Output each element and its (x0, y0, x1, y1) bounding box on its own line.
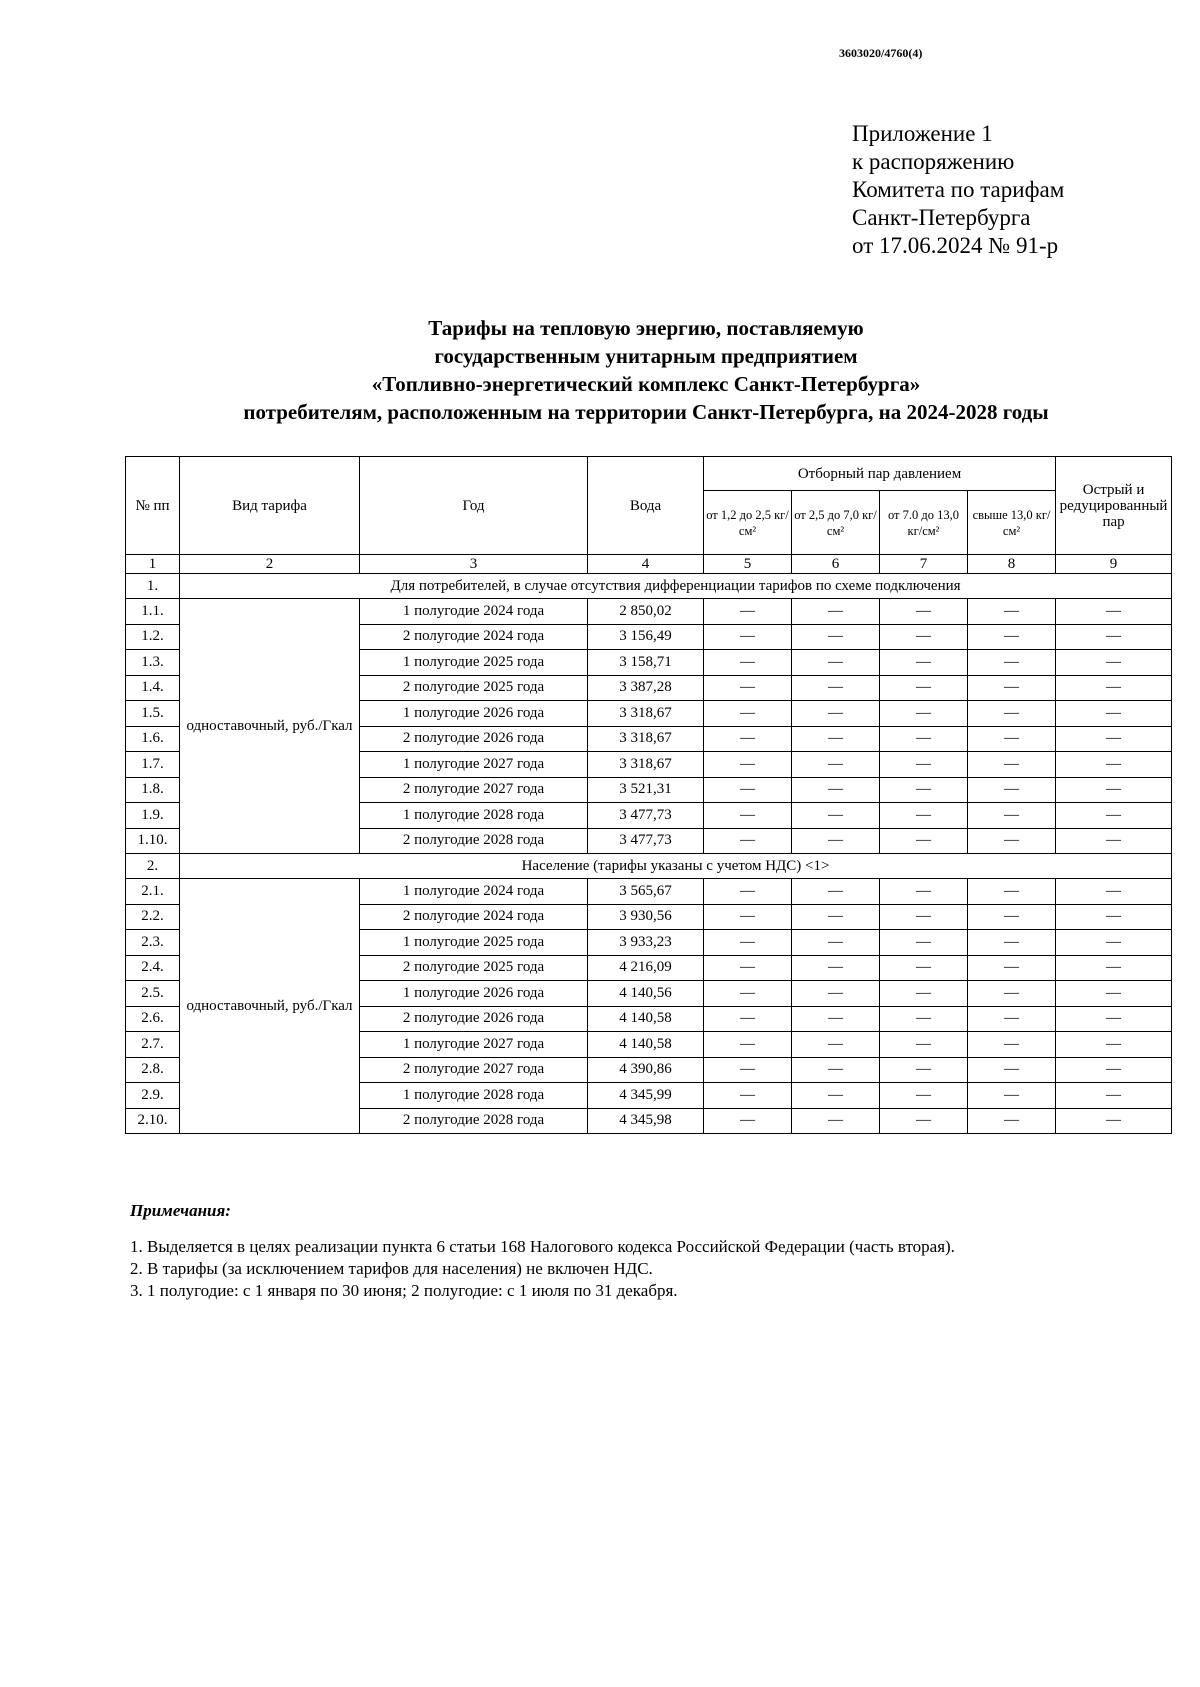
water-tariff-cell: 4 140,56 (588, 981, 704, 1007)
dash-cell: — (1056, 1032, 1172, 1058)
water-tariff-cell: 3 318,67 (588, 726, 704, 752)
dash-cell: — (792, 1057, 880, 1083)
appendix-line: к распоряжению (852, 149, 1015, 174)
dash-cell: — (1056, 904, 1172, 930)
dash-cell: — (704, 828, 792, 854)
document-title (120, 314, 1172, 426)
water-tariff-cell: 4 390,86 (588, 1057, 704, 1083)
dash-cell: — (880, 777, 968, 803)
section-number: 1. (126, 574, 180, 599)
dash-cell: — (1056, 879, 1172, 905)
dash-cell: — (704, 981, 792, 1007)
dash-cell: — (704, 879, 792, 905)
period-cell: 2 полугодие 2027 года (360, 1057, 588, 1083)
document-code: 3603020/4760(4) (839, 46, 923, 60)
dash-cell: — (792, 904, 880, 930)
dash-cell: — (880, 650, 968, 676)
row-number: 2.9. (126, 1083, 180, 1109)
water-tariff-cell: 3 565,67 (588, 879, 704, 905)
water-tariff-cell: 3 933,23 (588, 930, 704, 956)
dash-cell: — (880, 955, 968, 981)
header-sharp-steam: Острый и редуцированный пар (1056, 457, 1172, 555)
dash-cell: — (1056, 828, 1172, 854)
dash-cell: — (792, 650, 880, 676)
dash-cell: — (968, 624, 1056, 650)
table-row (126, 879, 1172, 905)
water-tariff-cell: 4 345,99 (588, 1083, 704, 1109)
dash-cell: — (968, 1083, 1056, 1109)
header-water: Вода (588, 457, 704, 555)
dash-cell: — (968, 1032, 1056, 1058)
header-steam-group: Отборный пар давлением (704, 457, 1056, 491)
period-cell: 1 полугодие 2026 года (360, 701, 588, 727)
dash-cell: — (880, 726, 968, 752)
row-number: 2.5. (126, 981, 180, 1007)
section-title: Население (тарифы указаны с учетом НДС) <1> (180, 854, 1172, 879)
dash-cell: — (792, 1108, 880, 1134)
water-tariff-cell: 3 387,28 (588, 675, 704, 701)
note-item: 3. 1 полугодие: с 1 января по 30 июня; 2 полугодие: с 1 июля по 31 декабря. (130, 1281, 678, 1300)
row-number: 2.2. (126, 904, 180, 930)
period-cell: 2 полугодие 2024 года (360, 624, 588, 650)
title-line: Тарифы на тепловую энергию, поставляемую (428, 316, 864, 340)
water-tariff-cell: 4 140,58 (588, 1006, 704, 1032)
row-number: 2.8. (126, 1057, 180, 1083)
appendix-line: от 17.06.2024 № 91-р (852, 233, 1059, 258)
dash-cell: — (704, 955, 792, 981)
row-number: 1.9. (126, 803, 180, 829)
dash-cell: — (880, 1006, 968, 1032)
column-number: 2 (180, 555, 360, 574)
dash-cell: — (704, 726, 792, 752)
dash-cell: — (792, 828, 880, 854)
dash-cell: — (792, 599, 880, 625)
header-pressure-4: свыше 13,0 кг/см² (968, 491, 1056, 555)
dash-cell: — (792, 675, 880, 701)
column-numbers-row (126, 555, 1172, 574)
row-number: 2.4. (126, 955, 180, 981)
dash-cell: — (968, 1057, 1056, 1083)
water-tariff-cell: 3 477,73 (588, 803, 704, 829)
column-number: 4 (588, 555, 704, 574)
row-number: 1.8. (126, 777, 180, 803)
header-year: Год (360, 457, 588, 555)
column-number: 3 (360, 555, 588, 574)
header-pressure-1: от 1,2 до 2,5 кг/см² (704, 491, 792, 555)
title-line: государственным унитарным предприятием (434, 344, 858, 368)
dash-cell: — (704, 650, 792, 676)
row-number: 1.6. (126, 726, 180, 752)
dash-cell: — (704, 701, 792, 727)
dash-cell: — (880, 879, 968, 905)
dash-cell: — (1056, 650, 1172, 676)
dash-cell: — (704, 1108, 792, 1134)
dash-cell: — (792, 752, 880, 778)
title-line: потребителям, расположенным на территории Санкт-Петербурга, на 2024-2028 годы (243, 400, 1049, 424)
period-cell: 1 полугодие 2024 года (360, 879, 588, 905)
period-cell: 2 полугодие 2024 года (360, 904, 588, 930)
dash-cell: — (704, 904, 792, 930)
tariff-type-cell: одноставочный, руб./Гкал (180, 599, 360, 854)
water-tariff-cell: 3 521,31 (588, 777, 704, 803)
period-cell: 1 полугодие 2026 года (360, 981, 588, 1007)
table-row (126, 599, 1172, 625)
dash-cell: — (1056, 1083, 1172, 1109)
water-tariff-cell: 3 318,67 (588, 701, 704, 727)
dash-cell: — (704, 930, 792, 956)
period-cell: 1 полугодие 2027 года (360, 1032, 588, 1058)
dash-cell: — (792, 1006, 880, 1032)
notes-title: Примечания: (130, 1201, 231, 1220)
dash-cell: — (1056, 930, 1172, 956)
dash-cell: — (792, 803, 880, 829)
dash-cell: — (880, 981, 968, 1007)
row-number: 2.10. (126, 1108, 180, 1134)
dash-cell: — (968, 1006, 1056, 1032)
dash-cell: — (880, 803, 968, 829)
column-number: 8 (968, 555, 1056, 574)
dash-cell: — (968, 803, 1056, 829)
dash-cell: — (792, 1032, 880, 1058)
period-cell: 1 полугодие 2028 года (360, 803, 588, 829)
row-number: 1.3. (126, 650, 180, 676)
notes-block (130, 1200, 955, 1302)
dash-cell: — (704, 599, 792, 625)
note-item: 1. Выделяется в целях реализации пункта 6 статьи 168 Налогового кодекса Российской Федерации (часть вторая). (130, 1237, 955, 1256)
row-number: 1.1. (126, 599, 180, 625)
row-number: 2.7. (126, 1032, 180, 1058)
dash-cell: — (792, 701, 880, 727)
dash-cell: — (1056, 726, 1172, 752)
dash-cell: — (1056, 624, 1172, 650)
tariff-table (125, 456, 1172, 1134)
dash-cell: — (880, 1032, 968, 1058)
period-cell: 2 полугодие 2028 года (360, 828, 588, 854)
period-cell: 1 полугодие 2028 года (360, 1083, 588, 1109)
dash-cell: — (968, 828, 1056, 854)
water-tariff-cell: 3 156,49 (588, 624, 704, 650)
dash-cell: — (704, 624, 792, 650)
dash-cell: — (1056, 675, 1172, 701)
row-number: 1.7. (126, 752, 180, 778)
period-cell: 1 полугодие 2024 года (360, 599, 588, 625)
dash-cell: — (1056, 1006, 1172, 1032)
water-tariff-cell: 4 345,98 (588, 1108, 704, 1134)
dash-cell: — (792, 879, 880, 905)
dash-cell: — (880, 930, 968, 956)
row-number: 1.4. (126, 675, 180, 701)
row-number: 2.3. (126, 930, 180, 956)
title-line: «Топливно-энергетический комплекс Санкт-Петербурга» (371, 372, 921, 396)
header-num: № пп (126, 457, 180, 555)
water-tariff-cell: 3 930,56 (588, 904, 704, 930)
water-tariff-cell: 3 158,71 (588, 650, 704, 676)
header-tariff-type: Вид тарифа (180, 457, 360, 555)
dash-cell: — (968, 981, 1056, 1007)
dash-cell: — (704, 1032, 792, 1058)
section-row (126, 574, 1172, 599)
dash-cell: — (968, 955, 1056, 981)
dash-cell: — (880, 1083, 968, 1109)
dash-cell: — (968, 726, 1056, 752)
dash-cell: — (1056, 777, 1172, 803)
dash-cell: — (704, 777, 792, 803)
dash-cell: — (880, 1108, 968, 1134)
column-number: 5 (704, 555, 792, 574)
dash-cell: — (968, 904, 1056, 930)
dash-cell: — (1056, 752, 1172, 778)
water-tariff-cell: 3 318,67 (588, 752, 704, 778)
dash-cell: — (792, 726, 880, 752)
dash-cell: — (880, 828, 968, 854)
dash-cell: — (968, 599, 1056, 625)
column-number: 1 (126, 555, 180, 574)
dash-cell: — (1056, 955, 1172, 981)
dash-cell: — (1056, 599, 1172, 625)
period-cell: 2 полугодие 2026 года (360, 1006, 588, 1032)
water-tariff-cell: 3 477,73 (588, 828, 704, 854)
dash-cell: — (880, 1057, 968, 1083)
row-number: 1.10. (126, 828, 180, 854)
section-row (126, 854, 1172, 879)
dash-cell: — (968, 701, 1056, 727)
row-number: 1.2. (126, 624, 180, 650)
dash-cell: — (792, 624, 880, 650)
dash-cell: — (968, 777, 1056, 803)
dash-cell: — (792, 777, 880, 803)
column-number: 9 (1056, 555, 1172, 574)
dash-cell: — (792, 1083, 880, 1109)
dash-cell: — (880, 624, 968, 650)
dash-cell: — (968, 752, 1056, 778)
water-tariff-cell: 4 140,58 (588, 1032, 704, 1058)
water-tariff-cell: 2 850,02 (588, 599, 704, 625)
dash-cell: — (880, 701, 968, 727)
dash-cell: — (880, 675, 968, 701)
section-title: Для потребителей, в случае отсутствия дифференциации тарифов по схеме подключения (180, 574, 1172, 599)
dash-cell: — (1056, 981, 1172, 1007)
dash-cell: — (792, 955, 880, 981)
dash-cell: — (968, 930, 1056, 956)
appendix-line: Приложение 1 (852, 121, 993, 146)
dash-cell: — (880, 752, 968, 778)
period-cell: 1 полугодие 2027 года (360, 752, 588, 778)
appendix-line: Санкт-Петербурга (852, 205, 1031, 230)
dash-cell: — (1056, 701, 1172, 727)
header-pressure-3: от 7.0 до 13,0 кг/см² (880, 491, 968, 555)
period-cell: 2 полугодие 2025 года (360, 675, 588, 701)
dash-cell: — (792, 981, 880, 1007)
water-tariff-cell: 4 216,09 (588, 955, 704, 981)
appendix-block (852, 120, 1064, 260)
dash-cell: — (968, 879, 1056, 905)
row-number: 1.5. (126, 701, 180, 727)
dash-cell: — (880, 904, 968, 930)
dash-cell: — (704, 1083, 792, 1109)
dash-cell: — (968, 1108, 1056, 1134)
appendix-line: Комитета по тарифам (852, 177, 1065, 202)
dash-cell: — (968, 675, 1056, 701)
period-cell: 1 полугодие 2025 года (360, 930, 588, 956)
dash-cell: — (968, 650, 1056, 676)
dash-cell: — (704, 752, 792, 778)
row-number: 2.1. (126, 879, 180, 905)
period-cell: 2 полугодие 2026 года (360, 726, 588, 752)
column-number: 7 (880, 555, 968, 574)
header-pressure-2: от 2,5 до 7,0 кг/см² (792, 491, 880, 555)
dash-cell: — (1056, 803, 1172, 829)
tariff-type-cell: одноставочный, руб./Гкал (180, 879, 360, 1134)
dash-cell: — (880, 599, 968, 625)
period-cell: 1 полугодие 2025 года (360, 650, 588, 676)
dash-cell: — (704, 675, 792, 701)
section-number: 2. (126, 854, 180, 879)
row-number: 2.6. (126, 1006, 180, 1032)
period-cell: 2 полугодие 2028 года (360, 1108, 588, 1134)
note-item: 2. В тарифы (за исключением тарифов для населения) не включен НДС. (130, 1259, 653, 1278)
dash-cell: — (1056, 1108, 1172, 1134)
column-number: 6 (792, 555, 880, 574)
dash-cell: — (792, 930, 880, 956)
dash-cell: — (704, 1006, 792, 1032)
dash-cell: — (1056, 1057, 1172, 1083)
dash-cell: — (704, 1057, 792, 1083)
period-cell: 2 полугодие 2027 года (360, 777, 588, 803)
dash-cell: — (704, 803, 792, 829)
period-cell: 2 полугодие 2025 года (360, 955, 588, 981)
